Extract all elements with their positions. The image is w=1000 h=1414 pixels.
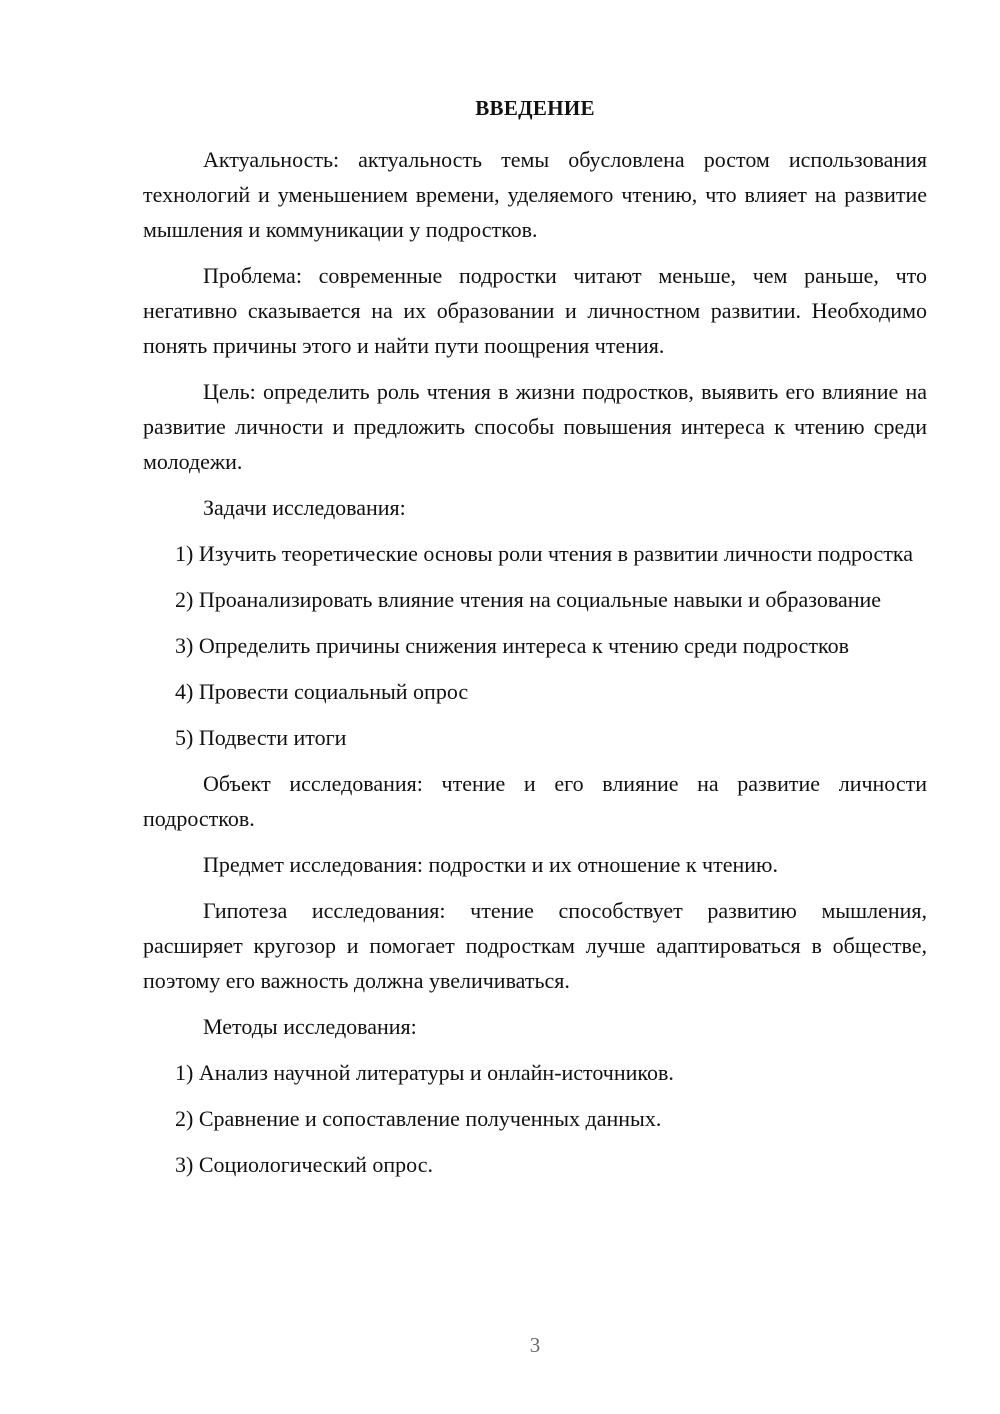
method-item: 1) Анализ научной литературы и онлайн-источников. — [175, 1060, 674, 1085]
subject-paragraph: Предмет исследования: подростки и их отношение к чтению. — [203, 852, 778, 877]
tasks-heading: Задачи исследования: — [203, 495, 406, 520]
goal-paragraph: Цель: определить роль чтения в жизни подростков, выявить его влияние на развитие личности и предложить способы повышения интереса к чтению среди молодежи. — [143, 379, 927, 474]
methods-heading: Методы исследования: — [203, 1014, 417, 1039]
method-item: 2) Сравнение и сопоставление полученных данных. — [175, 1106, 662, 1131]
method-item: 3) Социологический опрос. — [175, 1152, 433, 1177]
task-item: 3) Определить причины снижения интереса к чтению среди подростков — [175, 633, 849, 658]
problem-paragraph: Проблема: современные подростки читают меньше, чем раньше, что негативно сказывается на их образовании и личностном развитии. Необходимо понять причины этого и найти пути поощрения чтения. — [143, 263, 927, 358]
object-paragraph: Объект исследования: чтение и его влияние на развитие личности подростков. — [143, 771, 927, 831]
page-number: 3 — [529, 1333, 541, 1357]
page-title: ВВЕДЕНИЕ — [475, 96, 595, 120]
relevance-paragraph: Актуальность: актуальность темы обусловлена ростом использования технологий и уменьшением времени, уделяемого чтению, что влияет на развитие мышления и коммуникации у подростков. — [143, 147, 927, 242]
task-item: 1) Изучить теоретические основы роли чтения в развитии личности подростка — [175, 541, 913, 566]
task-item: 2) Проанализировать влияние чтения на социальные навыки и образование — [175, 587, 882, 612]
document-body — [143, 142, 927, 1193]
hypothesis-paragraph: Гипотеза исследования: чтение способствует развитию мышления, расширяет кругозор и помогает подросткам лучше адаптироваться в обществе, поэтому его важность должна увеличиваться. — [143, 898, 927, 993]
task-item: 5) Подвести итоги — [175, 725, 347, 750]
task-item: 4) Провести социальный опрос — [175, 679, 469, 704]
